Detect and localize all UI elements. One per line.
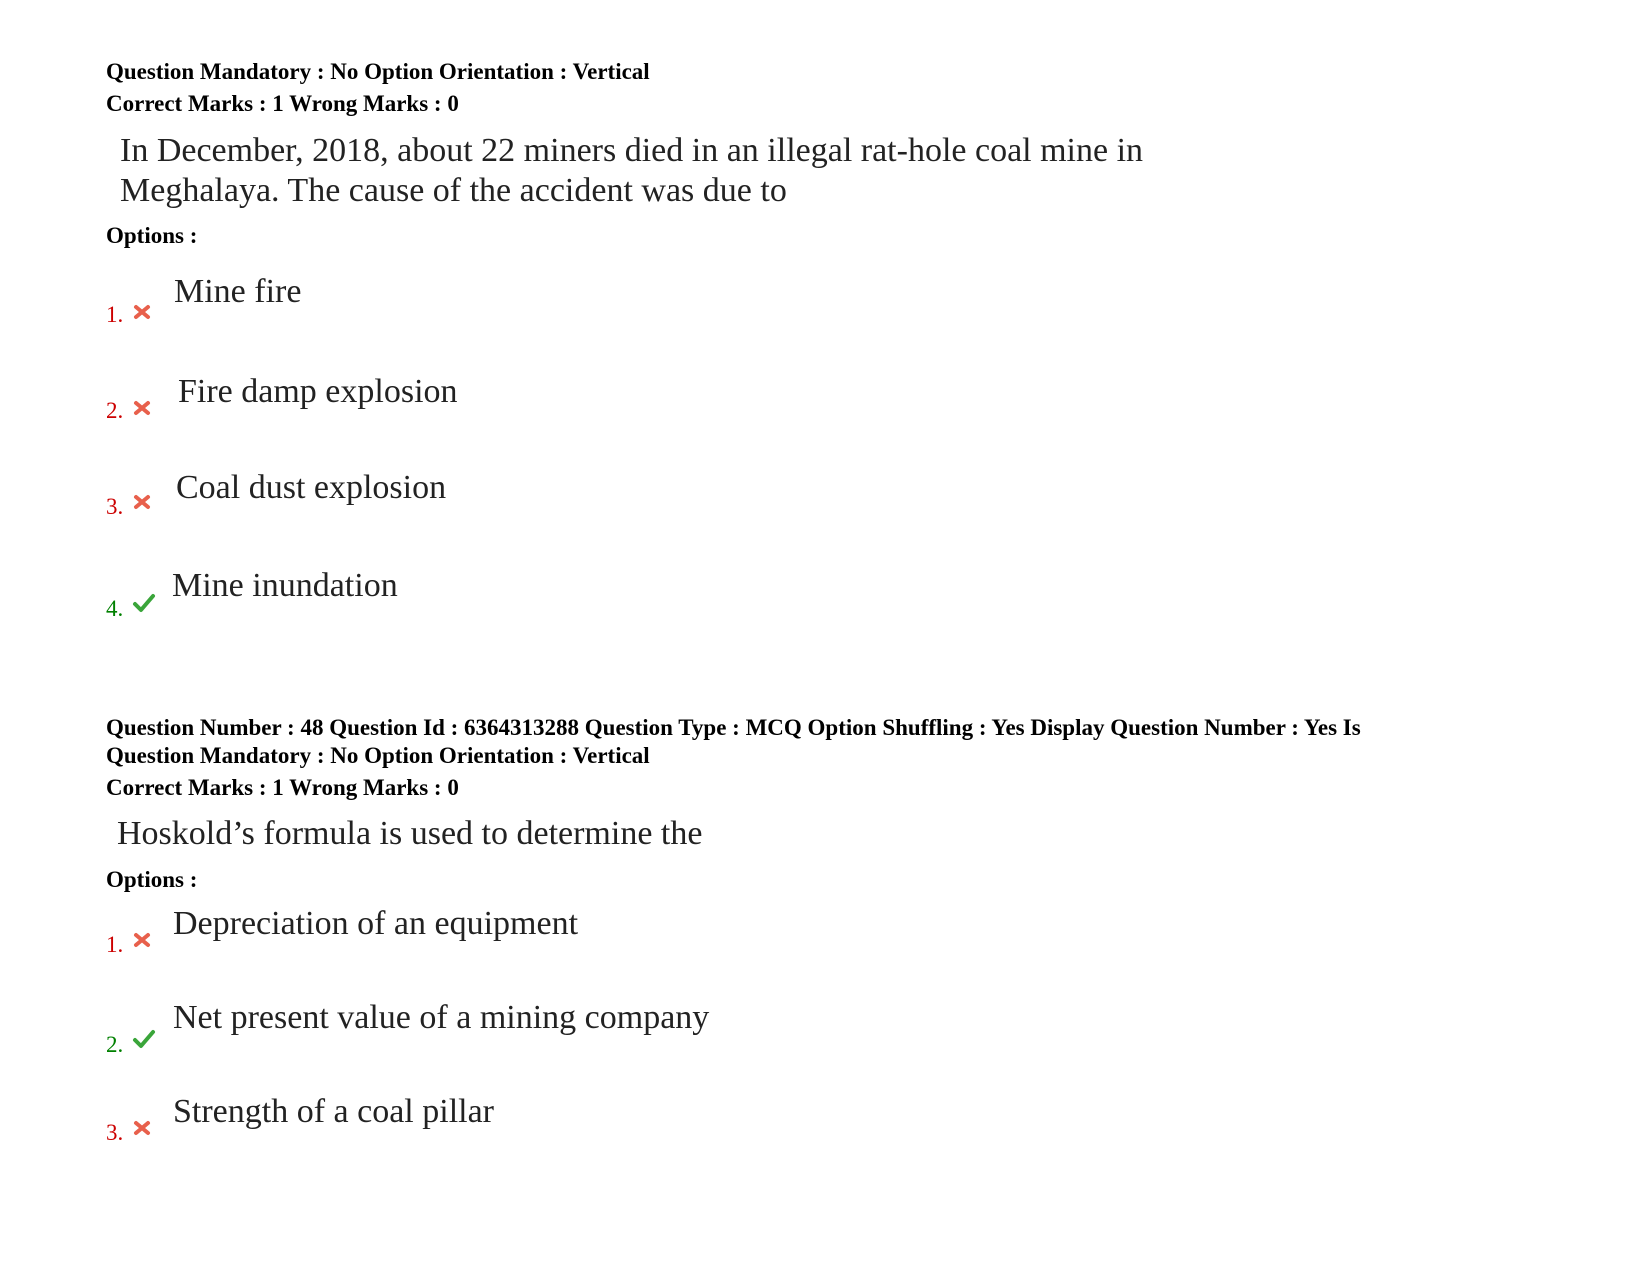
option-number: 4. — [106, 596, 124, 621]
option-text: Mine inundation — [172, 567, 398, 604]
question-48-meta-marks: Correct Marks : 1 Wrong Marks : 0 — [106, 775, 459, 800]
question-47-option-4 — [106, 566, 1006, 626]
question-47-meta-orientation: Question Mandatory : No Option Orientation : Vertical — [106, 59, 650, 84]
question-48-options-label: Options : — [106, 867, 198, 892]
question-47-text-line1: In December, 2018, about 22 miners died in an illegal rat-hole coal mine in — [120, 132, 1144, 169]
option-number: 2. — [106, 398, 124, 423]
question-47-option-1 — [106, 272, 1006, 332]
question-48-option-3 — [106, 1092, 1006, 1152]
option-text: Strength of a coal pillar — [173, 1093, 495, 1130]
cross-icon — [132, 1118, 152, 1138]
option-number: 1. — [106, 302, 124, 327]
question-47-text-line2: Meghalaya. The cause of the accident was due to — [120, 172, 787, 209]
question-48-option-1 — [106, 904, 1006, 964]
question-47-option-2 — [106, 372, 1006, 432]
question-48-text: Hoskold’s formula is used to determine the — [117, 815, 703, 852]
question-47-option-3 — [106, 468, 1006, 528]
check-icon — [132, 592, 156, 614]
option-text: Coal dust explosion — [176, 469, 447, 506]
question-48-option-2 — [106, 998, 1006, 1058]
cross-icon — [132, 492, 152, 512]
option-text: Mine fire — [174, 273, 302, 310]
cross-icon — [132, 398, 152, 418]
option-number: 1. — [106, 932, 124, 957]
option-text: Net present value of a mining company — [173, 999, 710, 1036]
question-48-meta-header: Question Number : 48 Question Id : 6364313288 Question Type : MCQ Option Shuffling : Yes Display Question Number : Yes Is — [106, 715, 1361, 740]
question-48-meta-orientation: Question Mandatory : No Option Orientation : Vertical — [106, 743, 650, 768]
option-number: 2. — [106, 1032, 124, 1057]
option-text: Depreciation of an equipment — [173, 905, 579, 942]
question-47-meta-marks: Correct Marks : 1 Wrong Marks : 0 — [106, 91, 459, 116]
question-47-options-label: Options : — [106, 223, 198, 248]
check-icon — [132, 1028, 156, 1050]
option-number: 3. — [106, 494, 124, 519]
option-text: Fire damp explosion — [178, 373, 458, 410]
cross-icon — [132, 930, 152, 950]
cross-icon — [132, 302, 152, 322]
option-number: 3. — [106, 1120, 124, 1145]
